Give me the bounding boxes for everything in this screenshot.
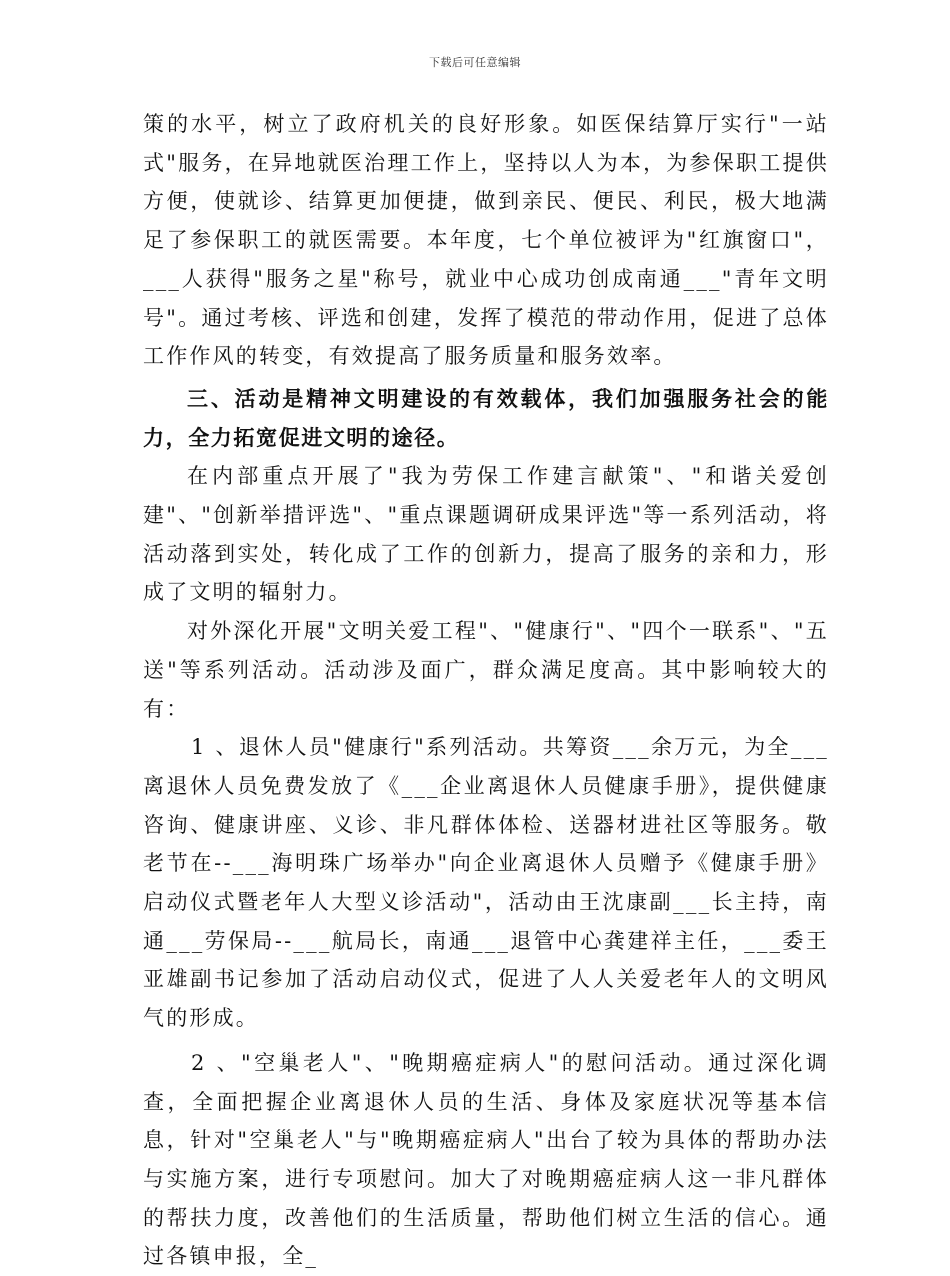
section-heading-three: 三、活动是精神文明建设的有效载体，我们加强服务社会的能力，全力拓宽促进文明的途径。 <box>143 385 829 450</box>
paragraph-external-activities: 对外深化开展"文明关爱工程"、"健康行"、"四个一联系"、"五送"等系列活动。活动涉及面广，群众满足度高。其中影响较大的有： <box>143 619 829 721</box>
paragraph-continuation: 策的水平，树立了政府机关的良好形象。如医保结算厅实行"一站式"服务，在异地就医治理工作上，坚持以人为本，为参保职工提供方便，使就诊、结算更加便捷，做到亲民、便民、利民，极大地满足了参保职工的就医需要。本年度，七个单位被评为"红旗窗口"，___人获得"服务之星"称号，就业中心成功创成南通___"青年文明号"。通过考核、评选和创建，发挥了模范的带动作用，促进了总体工作作风的转变，有效提高了服务质量和服务效率。 <box>143 112 829 369</box>
paragraph-internal-activities: 在内部重点开展了"我为劳保工作建言献策"、"和谐关爱创建"、"创新举措评选"、"重点课题调研成果评选"等一系列活动，将活动落到实处，转化成了工作的创新力，提高了服务的亲和力，形成了文明的辐射力。 <box>143 464 829 605</box>
list-item-health-tour: 1 、退休人员"健康行"系列活动。共筹资___余万元，为全___离退休人员免费发放了《___企业离退休人员健康手册》，提供健康咨询、健康讲座、义诊、非凡群体体检、送器材进社区等服务。敬老节在--___海明珠广场举办"向企业离退休人员赠予《健康手册》启动仪式暨老年人大型义诊活动"，活动由王沈康副___长主持，南通___劳保局--___航局长，南通___退管中心龚建祥主任，___委王亚雄副书记参加了活动启动仪式，促进了人人关爱老年人的文明风气的形成。 <box>143 735 829 1031</box>
page-header: 下载后可任意编辑 <box>429 56 521 69</box>
list-item-visits: 2 、"空巢老人"、"晚期癌症病人"的慰问活动。通过深化调查，全面把握企业离退休人员的生活、身体及家庭状况等基本信息，针对"空巢老人"与"晚期癌症病人"出台了较为具体的帮助办法与实施方案，进行专项慰问。加大了对晚期癌症病人这一非凡群体的帮扶力度，改善他们的生活质量，帮助他们树立生活的信心。通过各镇申报，全_ <box>143 1050 829 1269</box>
document-body <box>143 105 829 1276</box>
